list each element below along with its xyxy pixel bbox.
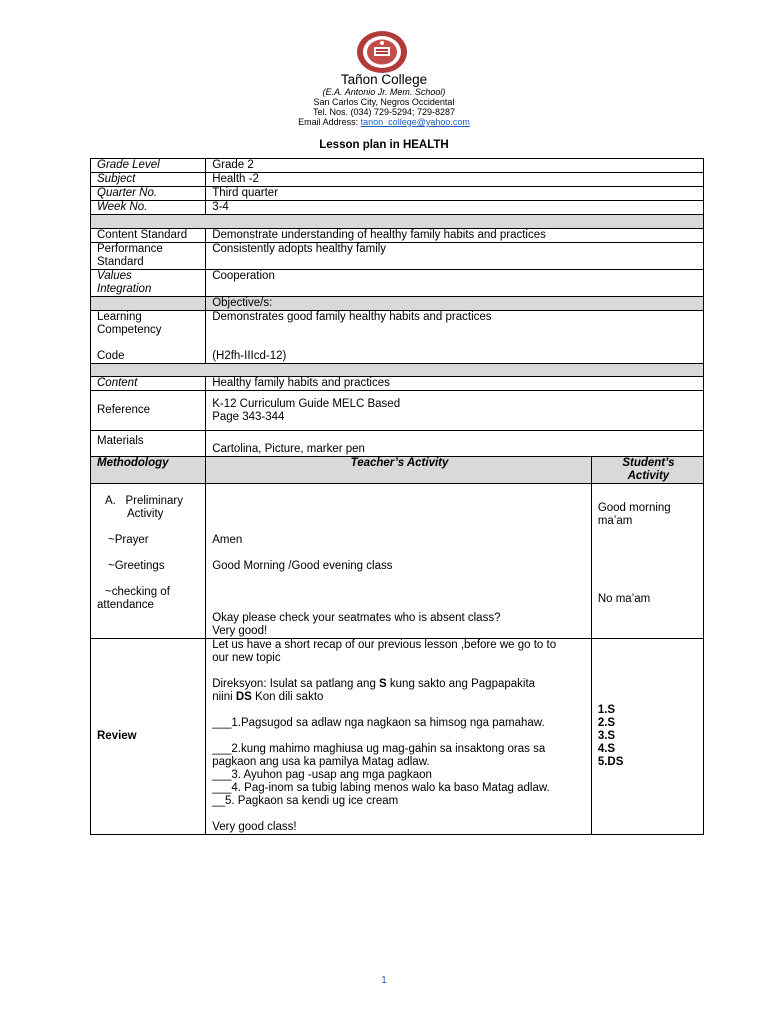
student-attendance: No ma’am [597,593,651,605]
recap-line-1: Let us have a short recap of our previous lesson ,before we go to to [212,639,557,651]
preliminary-label: A. Preliminary [105,495,183,507]
gray-divider [91,364,704,377]
code-value: (H2fh-IIIcd-12) [212,350,287,362]
student-header-line-2: Activity [627,470,670,482]
preliminary-label-line-2: Activity [127,508,164,520]
attendance-label-line-2: attendance [97,599,154,611]
performance-label-line-1: Performance [97,243,163,255]
learning-competency-value [206,311,704,364]
attendance-label-line-1: ~checking of [105,586,170,598]
row-performance-standard [91,243,704,270]
preliminary-student-cell [591,484,703,639]
week-value: 3-4 [206,201,704,215]
answer-item: 1.S [597,704,616,716]
reference-label: Reference [91,391,206,431]
materials-label: Materials [91,431,206,457]
learning-competency-label [91,311,206,364]
grade-level-value: Grade 2 [206,159,704,173]
values-label-line-1: Values [97,270,132,282]
performance-label-line-2: Standard [97,256,144,268]
review-item-2-line-1: ___2.kung mahimo maghiusa ug mag-gahin sa insaktong oras sa [212,743,546,755]
competency-label-line-1: Learning [97,311,142,323]
materials-value: Cartolina, Picture, marker pen [206,431,704,457]
performance-standard-value: Consistently adopts healthy family [206,243,704,270]
teacher-attendance-line-2: Very good! [212,625,268,637]
teacher-attendance-line-1: Okay please check your seatmates who is absent class? [212,612,501,624]
values-label-line-2: Integration [97,283,152,295]
email-link[interactable]: tanon_college@yahoo.com [360,117,470,127]
row-materials [91,431,704,457]
row-content [91,377,704,391]
student-header-line-1: Student’s [622,457,675,469]
week-label: Week No. [91,201,206,215]
methodology-header: Methodology [91,457,206,484]
code-label: Code [97,350,125,362]
teacher-greetings: Good Morning /Good evening class [212,560,393,572]
school-address: San Carlos City, Negros Occidental [313,97,455,107]
content-label: Content [91,377,206,391]
row-content-standard [91,229,704,243]
review-label: Review [91,639,206,835]
direction-line-1: Direksyon: Isulat sa patlang ang S kung sakto ang Pagpapakita [212,678,536,690]
email-line [0,117,768,127]
row-objectives-header [91,297,704,311]
review-closing: Very good class! [212,821,297,833]
reference-value [206,391,704,431]
gray-divider [91,215,704,229]
review-answers-cell [591,639,703,835]
school-name: (E.A. Antonio Jr. Mem. School) [322,87,446,97]
row-quarter [91,187,704,201]
student-activity-header [591,457,703,484]
reference-line-2: Page 343-344 [212,410,285,423]
review-item-1: ___1.Pagsugod sa adlaw nga nagkaon sa himsog nga pamahaw. [212,717,545,729]
answer-item: 5.DS [597,756,624,768]
row-spacer-1 [91,215,704,229]
school-telephone: Tel. Nos. (034) 729-5294; 729-8287 [312,107,456,117]
objectives-blank [91,297,206,311]
student-greeting-line-1: Good morning [597,502,671,514]
row-grade-level [91,159,704,173]
student-greeting-line-2: ma’am [597,515,633,527]
college-seal-logo [356,30,408,74]
objectives-label: Objective/s: [206,297,704,311]
answer-item: 3.S [597,730,616,742]
row-learning-competency [91,311,704,364]
content-value: Healthy family habits and practices [206,377,704,391]
subject-label: Subject [91,173,206,187]
performance-standard-label [91,243,206,270]
direction-line-2: niini DS Kon dili sakto [212,691,324,703]
quarter-value: Third quarter [206,187,704,201]
lesson-plan-table [90,158,704,835]
answer-item: 2.S [597,717,616,729]
email-label: Email Address: [298,117,361,127]
review-item-3: ___3. Ayuhon pag -usap ang mga pagkaon [212,769,432,781]
document-title: Lesson plan in HEALTH [319,139,449,151]
row-review [91,639,704,835]
subject-value: Health -2 [206,173,704,187]
recap-line-2: our new topic [212,652,281,664]
competency-label-line-2: Competency [97,324,162,336]
greetings-label: ~Greetings [108,560,165,572]
row-values-integration [91,270,704,297]
review-item-5: __5. Pagkaon sa kendi ug ice cream [212,795,399,807]
college-name: Tañon College [340,72,428,87]
preliminary-teacher-cell [206,484,592,639]
row-week [91,201,704,215]
teacher-activity-header: Teacher’s Activity [206,457,592,484]
row-reference [91,391,704,431]
content-standard-label: Content Standard [91,229,206,243]
review-item-4: ___4. Pag-inom sa tubig labing menos walo ka baso Matag adlaw. [212,782,550,794]
review-teacher-cell [206,639,592,835]
row-subject [91,173,704,187]
content-standard-value: Demonstrate understanding of healthy family habits and practices [206,229,704,243]
prayer-label: ~Prayer [108,534,149,546]
answer-item: 4.S [597,743,616,755]
row-preliminary-activity [91,484,704,639]
row-spacer-2 [91,364,704,377]
preliminary-methodology-cell [91,484,206,639]
review-item-2-line-2: pagkaon ang usa ka pamilya Matag adlaw. [212,756,430,768]
quarter-label: Quarter No. [91,187,206,201]
page-number: 1 [381,975,387,986]
grade-level-label: Grade Level [91,159,206,173]
values-integration-value: Cooperation [206,270,704,297]
reference-line-1: K-12 Curriculum Guide MELC Based [212,397,401,410]
competency-text: Demonstrates good family healthy habits and practices [212,311,492,323]
values-integration-label [91,270,206,297]
row-methodology-header [91,457,704,484]
teacher-prayer: Amen [212,534,243,546]
